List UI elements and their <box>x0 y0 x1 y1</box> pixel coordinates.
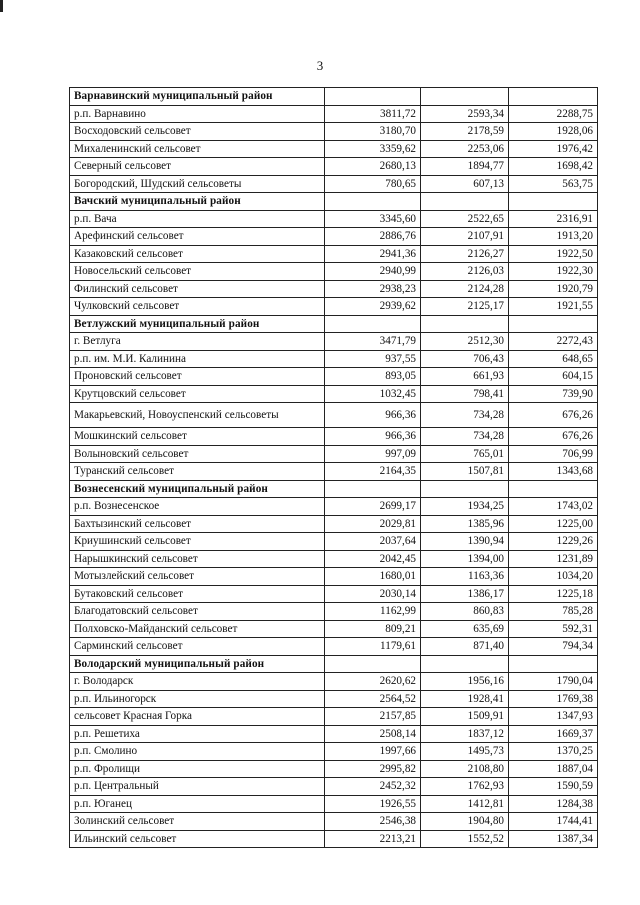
table-row <box>70 368 598 386</box>
value-cell-2: 1904,80 <box>421 813 509 831</box>
table-row <box>70 350 598 368</box>
value-cell-3: 1669,37 <box>509 725 598 743</box>
empty-cell <box>325 88 421 106</box>
value-cell-2: 1956,16 <box>421 673 509 691</box>
value-cell-1: 2940,99 <box>325 263 421 281</box>
value-cell-1: 2886,76 <box>325 228 421 246</box>
table-row <box>70 333 598 351</box>
value-cell-3: 1231,89 <box>509 550 598 568</box>
empty-cell <box>421 315 509 333</box>
settlement-name: Криушинский сельсовет <box>70 533 325 551</box>
value-cell-2: 1894,77 <box>421 158 509 176</box>
value-cell-3: 1928,06 <box>509 123 598 141</box>
settlement-name: Филинский сельсовет <box>70 280 325 298</box>
settlement-name: Проновский сельсовет <box>70 368 325 386</box>
settlement-name: Новосельский сельсовет <box>70 263 325 281</box>
value-cell-2: 2126,03 <box>421 263 509 281</box>
value-cell-1: 2564,52 <box>325 690 421 708</box>
settlement-name: Северный сельсовет <box>70 158 325 176</box>
settlement-name: Золинский сельсовет <box>70 813 325 831</box>
district-header-row <box>70 315 598 333</box>
value-cell-2: 1552,52 <box>421 830 509 848</box>
empty-cell <box>509 480 598 498</box>
table-row <box>70 210 598 228</box>
table-row <box>70 603 598 621</box>
value-cell-3: 794,34 <box>509 638 598 656</box>
table-row <box>70 263 598 281</box>
table-row <box>70 158 598 176</box>
table-row <box>70 105 598 123</box>
district-name: Вачский муниципальный район <box>70 193 325 211</box>
value-cell-1: 2042,45 <box>325 550 421 568</box>
value-cell-2: 1412,81 <box>421 795 509 813</box>
district-header-row <box>70 88 598 106</box>
value-cell-2: 860,83 <box>421 603 509 621</box>
settlement-name: Сарминский сельсовет <box>70 638 325 656</box>
value-cell-2: 1390,94 <box>421 533 509 551</box>
value-cell-2: 635,69 <box>421 620 509 638</box>
table-row <box>70 140 598 158</box>
value-cell-3: 1387,34 <box>509 830 598 848</box>
empty-cell <box>325 655 421 673</box>
settlement-name: Туранский сельсовет <box>70 463 325 481</box>
table-row <box>70 428 598 446</box>
value-cell-2: 2125,17 <box>421 298 509 316</box>
settlement-name: р.п. Ильиногорск <box>70 690 325 708</box>
value-cell-3: 1229,26 <box>509 533 598 551</box>
table-row <box>70 463 598 481</box>
settlement-name: р.п. Решетиха <box>70 725 325 743</box>
value-cell-2: 661,93 <box>421 368 509 386</box>
value-cell-1: 2029,81 <box>325 515 421 533</box>
value-cell-1: 2699,17 <box>325 498 421 516</box>
settlement-name: Михаленинский сельсовет <box>70 140 325 158</box>
empty-cell <box>421 193 509 211</box>
value-cell-1: 2508,14 <box>325 725 421 743</box>
value-cell-1: 1179,61 <box>325 638 421 656</box>
value-cell-3: 1790,04 <box>509 673 598 691</box>
value-cell-3: 676,26 <box>509 403 598 428</box>
value-cell-3: 785,28 <box>509 603 598 621</box>
empty-cell <box>421 88 509 106</box>
value-cell-3: 1769,38 <box>509 690 598 708</box>
empty-cell <box>421 655 509 673</box>
settlement-name: г. Володарск <box>70 673 325 691</box>
value-cell-3: 1887,04 <box>509 760 598 778</box>
value-cell-1: 3811,72 <box>325 105 421 123</box>
value-cell-2: 1928,41 <box>421 690 509 708</box>
settlement-name: Арефинский сельсовет <box>70 228 325 246</box>
value-cell-3: 1034,20 <box>509 568 598 586</box>
value-cell-3: 1920,79 <box>509 280 598 298</box>
value-cell-2: 1934,25 <box>421 498 509 516</box>
value-cell-1: 1162,99 <box>325 603 421 621</box>
value-cell-2: 1762,93 <box>421 778 509 796</box>
empty-cell <box>325 480 421 498</box>
table-row <box>70 515 598 533</box>
value-cell-3: 1284,38 <box>509 795 598 813</box>
table-row <box>70 245 598 263</box>
value-cell-2: 2253,06 <box>421 140 509 158</box>
settlement-name: Мотызлейский сельсовет <box>70 568 325 586</box>
table-row <box>70 673 598 691</box>
table-row <box>70 403 598 428</box>
value-cell-3: 1743,02 <box>509 498 598 516</box>
settlement-name: Макарьевский, Новоуспенский сельсоветы <box>70 403 325 428</box>
value-cell-2: 607,13 <box>421 175 509 193</box>
value-cell-2: 1507,81 <box>421 463 509 481</box>
value-cell-1: 3359,62 <box>325 140 421 158</box>
value-cell-1: 2157,85 <box>325 708 421 726</box>
value-cell-1: 809,21 <box>325 620 421 638</box>
value-cell-2: 706,43 <box>421 350 509 368</box>
value-cell-1: 1680,01 <box>325 568 421 586</box>
table-row <box>70 298 598 316</box>
district-name: Володарский муниципальный район <box>70 655 325 673</box>
value-cell-3: 1370,25 <box>509 743 598 761</box>
settlement-name: р.п. Вача <box>70 210 325 228</box>
value-cell-2: 871,40 <box>421 638 509 656</box>
value-cell-2: 1837,12 <box>421 725 509 743</box>
settlement-name: г. Ветлуга <box>70 333 325 351</box>
value-cell-2: 765,01 <box>421 445 509 463</box>
value-cell-3: 739,90 <box>509 385 598 403</box>
value-cell-1: 2213,21 <box>325 830 421 848</box>
value-cell-3: 1225,18 <box>509 585 598 603</box>
value-cell-3: 1343,68 <box>509 463 598 481</box>
table-row <box>70 228 598 246</box>
settlement-name: Бутаковский сельсовет <box>70 585 325 603</box>
page-number: 3 <box>316 58 324 73</box>
settlement-name: Нарышкинский сельсовет <box>70 550 325 568</box>
value-cell-2: 1394,00 <box>421 550 509 568</box>
value-cell-2: 2512,30 <box>421 333 509 351</box>
empty-cell <box>509 655 598 673</box>
value-cell-3: 1976,42 <box>509 140 598 158</box>
settlement-name: Крутцовский сельсовет <box>70 385 325 403</box>
settlement-name: Мошкинский сельсовет <box>70 428 325 446</box>
value-cell-3: 1590,59 <box>509 778 598 796</box>
value-cell-3: 706,99 <box>509 445 598 463</box>
table-row <box>70 708 598 726</box>
value-cell-2: 798,41 <box>421 385 509 403</box>
value-cell-3: 1698,42 <box>509 158 598 176</box>
value-cell-2: 2108,80 <box>421 760 509 778</box>
value-cell-3: 563,75 <box>509 175 598 193</box>
value-cell-1: 3345,60 <box>325 210 421 228</box>
settlement-name: р.п. Юганец <box>70 795 325 813</box>
table-row <box>70 690 598 708</box>
district-name: Ветлужский муниципальный район <box>70 315 325 333</box>
value-cell-1: 937,55 <box>325 350 421 368</box>
value-cell-1: 2037,64 <box>325 533 421 551</box>
settlement-name: сельсовет Красная Горка <box>70 708 325 726</box>
table-row <box>70 280 598 298</box>
value-cell-1: 893,05 <box>325 368 421 386</box>
value-cell-1: 780,65 <box>325 175 421 193</box>
settlement-name: Полховско-Майданский сельсовет <box>70 620 325 638</box>
value-cell-2: 1385,96 <box>421 515 509 533</box>
value-cell-3: 648,65 <box>509 350 598 368</box>
value-cell-1: 1997,66 <box>325 743 421 761</box>
settlement-name: Восходовский сельсовет <box>70 123 325 141</box>
value-cell-3: 1922,50 <box>509 245 598 263</box>
table-row <box>70 498 598 516</box>
table-row <box>70 123 598 141</box>
value-cell-1: 1926,55 <box>325 795 421 813</box>
table-row <box>70 743 598 761</box>
table-row <box>70 830 598 848</box>
settlement-name: р.п. Смолино <box>70 743 325 761</box>
value-cell-1: 2620,62 <box>325 673 421 691</box>
table-row <box>70 813 598 831</box>
value-cell-1: 2680,13 <box>325 158 421 176</box>
district-header-row <box>70 193 598 211</box>
value-cell-1: 3180,70 <box>325 123 421 141</box>
settlement-name: Ильинский сельсовет <box>70 830 325 848</box>
table-row <box>70 620 598 638</box>
value-cell-3: 604,15 <box>509 368 598 386</box>
value-cell-1: 3471,79 <box>325 333 421 351</box>
table-row <box>70 533 598 551</box>
value-cell-1: 2030,14 <box>325 585 421 603</box>
value-cell-2: 1495,73 <box>421 743 509 761</box>
value-cell-3: 592,31 <box>509 620 598 638</box>
value-cell-2: 2178,59 <box>421 123 509 141</box>
value-cell-2: 734,28 <box>421 403 509 428</box>
empty-cell <box>325 315 421 333</box>
tariff-table <box>69 87 598 848</box>
value-cell-2: 2124,28 <box>421 280 509 298</box>
value-cell-1: 2164,35 <box>325 463 421 481</box>
table-row <box>70 795 598 813</box>
empty-cell <box>421 480 509 498</box>
value-cell-1: 2546,38 <box>325 813 421 831</box>
settlement-name: Бахтызинский сельсовет <box>70 515 325 533</box>
value-cell-2: 2126,27 <box>421 245 509 263</box>
settlement-name: Чулковский сельсовет <box>70 298 325 316</box>
table-row <box>70 568 598 586</box>
settlement-name: Благодатовский сельсовет <box>70 603 325 621</box>
value-cell-1: 966,36 <box>325 403 421 428</box>
table-row <box>70 445 598 463</box>
value-cell-2: 1163,36 <box>421 568 509 586</box>
value-cell-2: 1386,17 <box>421 585 509 603</box>
value-cell-1: 1032,45 <box>325 385 421 403</box>
value-cell-2: 2522,65 <box>421 210 509 228</box>
settlement-name: Волыновский сельсовет <box>70 445 325 463</box>
value-cell-1: 2452,32 <box>325 778 421 796</box>
settlement-name: р.п. Фролищи <box>70 760 325 778</box>
scan-corner-mark <box>0 0 3 12</box>
empty-cell <box>509 193 598 211</box>
settlement-name: р.п. им. М.И. Калинина <box>70 350 325 368</box>
tariff-table-body <box>70 88 598 848</box>
value-cell-2: 2107,91 <box>421 228 509 246</box>
table-row <box>70 385 598 403</box>
value-cell-1: 2941,36 <box>325 245 421 263</box>
value-cell-3: 2316,91 <box>509 210 598 228</box>
value-cell-2: 734,28 <box>421 428 509 446</box>
table-row <box>70 725 598 743</box>
table-row <box>70 778 598 796</box>
district-name: Вознесенский муниципальный район <box>70 480 325 498</box>
settlement-name: Казаковский сельсовет <box>70 245 325 263</box>
table-row <box>70 585 598 603</box>
value-cell-1: 2938,23 <box>325 280 421 298</box>
table-row <box>70 550 598 568</box>
value-cell-3: 676,26 <box>509 428 598 446</box>
value-cell-1: 2995,82 <box>325 760 421 778</box>
district-name: Варнавинский муниципальный район <box>70 88 325 106</box>
value-cell-3: 1744,41 <box>509 813 598 831</box>
district-header-row <box>70 655 598 673</box>
district-header-row <box>70 480 598 498</box>
value-cell-2: 2593,34 <box>421 105 509 123</box>
value-cell-1: 2939,62 <box>325 298 421 316</box>
value-cell-2: 1509,91 <box>421 708 509 726</box>
value-cell-3: 1921,55 <box>509 298 598 316</box>
settlement-name: Богородский, Шудский сельсоветы <box>70 175 325 193</box>
table-row <box>70 175 598 193</box>
empty-cell <box>325 193 421 211</box>
settlement-name: р.п. Варнавино <box>70 105 325 123</box>
value-cell-3: 1225,00 <box>509 515 598 533</box>
empty-cell <box>509 88 598 106</box>
value-cell-1: 966,36 <box>325 428 421 446</box>
empty-cell <box>509 315 598 333</box>
settlement-name: р.п. Вознесенское <box>70 498 325 516</box>
settlement-name: р.п. Центральный <box>70 778 325 796</box>
value-cell-3: 2288,75 <box>509 105 598 123</box>
value-cell-3: 1347,93 <box>509 708 598 726</box>
value-cell-3: 1913,20 <box>509 228 598 246</box>
table-row <box>70 760 598 778</box>
table-row <box>70 638 598 656</box>
value-cell-3: 2272,43 <box>509 333 598 351</box>
value-cell-3: 1922,30 <box>509 263 598 281</box>
value-cell-1: 997,09 <box>325 445 421 463</box>
